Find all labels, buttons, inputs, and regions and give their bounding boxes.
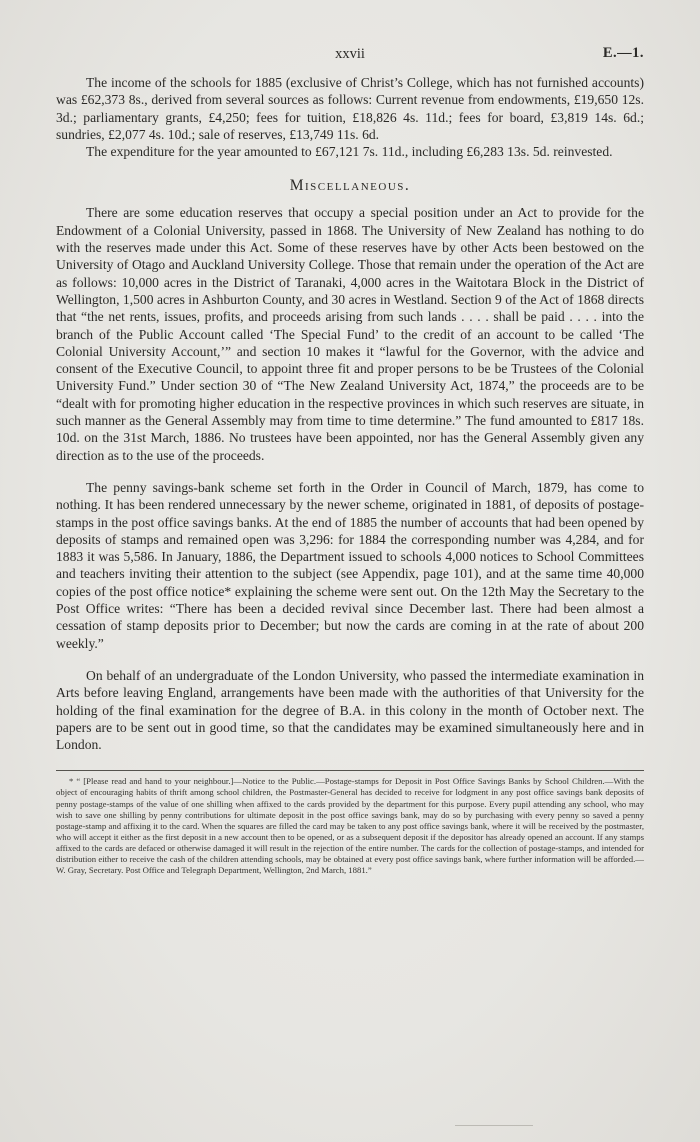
stray-scan-mark	[455, 1125, 533, 1126]
paragraph-school-income: The income of the schools for 1885 (exclusive of Christ’s College, which has not furnished accounts) was £62,373 8s., derived from several sources as follows: Current revenue from endowments, £19,650 12s. 3d.; parliamentary grants, £4,250; fees for tuition, £18,826 4s. 11d.; fees for board, £3,819 14s. 6d.; sundries, £2,077 4s. 10d.; sale of reserves, £13,749 11s. 6d.	[56, 75, 644, 142]
paragraph-education-reserves: There are some education reserves that occupy a special position under an Act to provide for the Endowment of a Colonial University, passed in 1868. The University of New Zealand has nothing to do with the reserves made under this Act. Some of these reserves have by other Acts been bestowed on the University of Otago and Auckland University College. Those that remain under the operation of the Act are as follows: 10,000 acres in the District of Taranaki, 4,000 acres in the Waitotara Block in the District of Wellington, 1,500 acres in Ashburton County, and 30 acres in Westland. Section 9 of the Act of 1868 directs that “the net rents, issues, profits, and proceeds arising from such lands . . . . shall be paid . . . . into the branch of the Public Account called ‘The Special Fund’ to the credit of an account to be called ‘The Colonial University Account,’” and section 10 makes it “lawful for the Governor, with the advice and consent of the Executive Council, to appoint three fit and proper persons to be be Trustees of the Colonial University Fund.” Under section 30 of “The New Zealand University Act, 1874,” the proceeds are to be “dealt with for promoting higher education in the respective provinces in which such reserves are situate, in such manner as the General Assembly may from time to time determine.” The fund amounted to £817 18s. 10d. on the 31st March, 1886. No trustees have been appointed, nor has the General Assembly given any direction as to the use of the proceeds.	[56, 205, 644, 463]
page-header	[56, 46, 644, 66]
footnote-text: * “ [Please read and hand to your neighbour.]—Notice to the Public.—Postage-stamps for Deposit in Post Office Savings Banks by School Children.—With the object of encouraging habits of thrift among school children, the Postmaster-General has decided to receive for lodgment in any post office savings bank deposits of penny postage-stamps of the value of one shilling when affixed to the cards provided by the department for this purpose. Every pupil attending any school, who may wish to save one shilling by penny contributions for ultimate deposit in the post office savings bank, may do so by purchasing with every penny so saved a penny postage-stamp and affixing it to the card. When the squares are filled the card may be taken to any post office savings bank, where it will be received by the postmaster, who will accept it either as the first deposit in a new account then to be opened, or as a subsequent deposit if the depositor has already opened an account. If any stamps affixed to the cards are defaced or otherwise damaged it will result in the rejection of the entire number. The cards for the collection of postage-stamps, and intended for distribution either to receive the cash of the children attending schools, may be obtained at every post office savings bank, where further information will be afforded.—W. Gray, Secretary. Post Office and Telegraph Department, Wellington, 2nd March, 1881.”	[56, 776, 644, 876]
document-reference: E.—1.	[602, 45, 644, 61]
paragraph-expenditure: The expenditure for the year amounted to £67,121 7s. 11d., including £6,283 13s. 5d. reinvested.	[86, 144, 613, 160]
footnote-divider	[56, 770, 644, 771]
page-number: xxvii	[335, 46, 365, 62]
paragraph-penny-savings-bank: The penny savings-bank scheme set forth in the Order in Council of March, 1879, has come to nothing. It has been rendered unnecessary by the newer scheme, originated in 1881, of deposits of postage-stamps in the post office savings banks. At the end of 1885 the number of accounts that had been opened by deposits of stamps and remained open was 3,296: for 1884 the corresponding number was 4,284, and for 1883 it was 5,586. In January, 1886, the Department issued to schools 4,000 notices to School Committees and teachers inviting their attention to the subject (see Appendix, page 101), and at the same time 40,000 copies of the post office notice* explaining the scheme were sent out. On the 12th May the Secretary to the Post Office writes: “There has been a decided revival since December last. There had been almost a cessation of stamp deposits prior to December; but now the cards are coming in at the rate of about 200 weekly.”	[56, 479, 644, 651]
section-heading-miscellaneous: Miscellaneous.	[289, 177, 411, 195]
paragraph-london-university: On behalf of an undergraduate of the London University, who passed the intermediate examination in Arts before leaving England, arrangements have been made with the authorities of that University for the holding of the final examination for the degree of B.A. in this colony in the month of October next. The papers are to be sent out in good time, so that the candidates may be examined simultaneously here and in London.	[56, 667, 644, 753]
